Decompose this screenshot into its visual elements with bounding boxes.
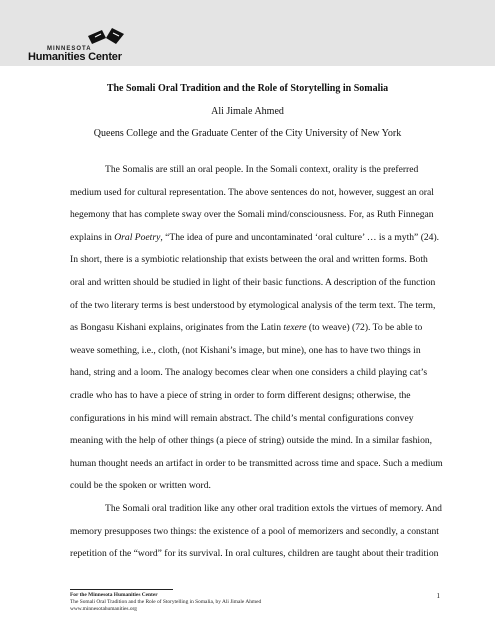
body-line	[70, 204, 450, 227]
italic-text: Oral Poetry	[114, 231, 161, 243]
page-footer	[70, 592, 450, 613]
body-line	[70, 249, 450, 272]
document-title: The Somali Oral Tradition and the Role of Storytelling in Somalia	[106, 83, 389, 94]
body-line	[70, 408, 450, 431]
body-segment: could be the spoken or written word.	[70, 480, 211, 492]
body-segment: repetition of the “word” for its survival. In oral cultures, children are taught about their tradition	[70, 548, 439, 560]
body-line	[70, 272, 450, 295]
body-line	[70, 159, 450, 182]
footer-rule	[70, 589, 173, 590]
body-segment: (to weave) (72). To be able to	[306, 322, 423, 334]
logo-minnesota: MINNESOTA	[47, 46, 92, 52]
body-line	[70, 182, 450, 205]
page-number: 1	[436, 592, 440, 600]
body-line	[70, 543, 450, 566]
body-line	[70, 362, 450, 385]
body-segment: meaning with the help of other things (a piece of string) outside the mind. In a similar fashion,	[70, 435, 433, 447]
logo-humanities-center: Humanities Center	[28, 51, 122, 63]
body-segment: human thought needs an artifact in order to be transmitted across time and space. Such a medium	[70, 457, 443, 469]
footer-citation: The Somali Oral Tradition and the Role of Storytelling in Somalia, by Ali Jimale Ahmed	[70, 599, 262, 605]
body-line	[70, 227, 450, 250]
italic-text: texere	[283, 322, 307, 334]
body-segment: hand, string and a loom. The analogy becomes clear when one considers a child playing cat’s	[70, 367, 428, 379]
body-segment: The Somali oral tradition like any other oral tradition extols the virtues of memory. And	[105, 502, 442, 514]
body-line	[70, 521, 450, 544]
body-line	[70, 430, 450, 453]
open-book-icon	[86, 26, 126, 50]
body-segment: cradle who has to have a piece of string in order to form different designs; otherwise, the	[70, 389, 411, 401]
body-line	[70, 340, 450, 363]
body-segment: The Somalis are still an oral people. In the Somali context, orality is the preferred	[105, 164, 419, 175]
body-segment: hegemony that has complete sway over the Somali mind/consciousness. For, as Ruth Finnegan	[70, 209, 434, 221]
body-text	[70, 159, 450, 566]
body-segment: oral and written should be studied in light of their basic functions. A description of the function	[70, 276, 436, 288]
body-segment: as Bongasu Kishani explains, originates from the Latin	[70, 322, 284, 334]
body-line	[70, 295, 450, 318]
body-segment: , “The idea of pure and uncontaminated ‘oral culture’ … is a myth” (24).	[160, 231, 440, 243]
body-segment: configurations in his mind will remain abstract. The child’s mental configurations convey	[70, 412, 414, 424]
body-line	[70, 453, 450, 476]
body-segment: medium used for cultural representation. The above sentences do not, however, suggest an oral	[70, 186, 434, 198]
body-segment: of the two literary terms is best understood by etymological analysis of the term text. The term,	[70, 299, 436, 311]
body-segment: In short, there is a symbiotic relationship that exists between the oral and written forms. Both	[70, 254, 428, 266]
header-band	[0, 0, 495, 66]
footer-org: For the Minnesota Humanities Center	[70, 592, 158, 598]
body-line	[70, 385, 450, 408]
author-affiliation: Queens College and the Graduate Center of the City University of New York	[93, 128, 402, 139]
footer-url[interactable]: www.minnesotahumanities.org	[70, 606, 137, 612]
body-segment: weave something, i.e., cloth, (not Kishani’s image, but mine), one has to have two things in	[70, 344, 421, 356]
body-line	[70, 475, 450, 498]
body-line	[70, 498, 450, 521]
body-line	[70, 317, 450, 340]
mhc-logo[interactable]	[22, 26, 182, 62]
body-segment: explains in	[70, 231, 115, 243]
body-segment: memory presupposes two things: the existence of a pool of memorizers and secondly, a constant	[70, 525, 439, 537]
author-name: Ali Jimale Ahmed	[211, 106, 284, 117]
